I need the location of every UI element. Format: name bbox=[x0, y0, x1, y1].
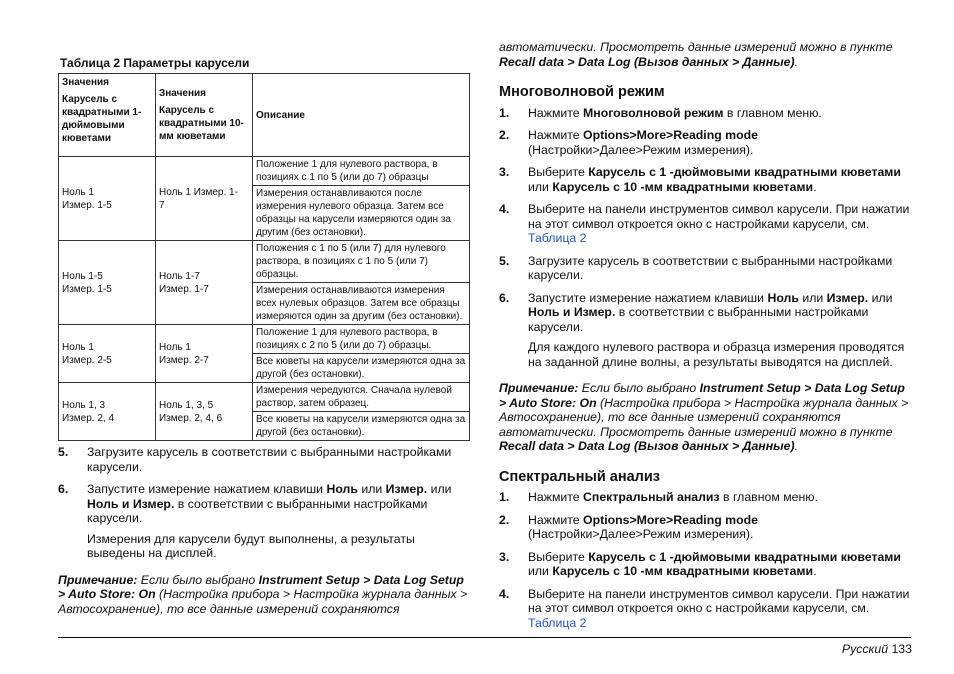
table-2-link[interactable]: Таблица 2 bbox=[528, 615, 587, 630]
desc-text: Положения с 1 по 5 (или 7) для нулевого раствора, в позициях с 1 по 5 (или 7) образцы. bbox=[256, 243, 446, 280]
cell-value: Ноль 1-5 bbox=[62, 270, 103, 282]
list-item bbox=[499, 513, 913, 542]
cell-value: Ноль 1 bbox=[62, 186, 94, 198]
cell-value: Измер. 1-5 bbox=[62, 199, 112, 211]
note: Примечание: Если было выбрано Instrument Setup > Data Log Setup > Auto Store: On (Настройка прибора > Настройка журнала данных > Автосохранение), то все данные измерений сохраняются автоматически. Просмотреть данные измерений можно в пункте Recall data > Data Log (Вызов данных > Данные). bbox=[499, 381, 909, 453]
list-item bbox=[499, 490, 913, 505]
step-number: 6. bbox=[499, 290, 510, 305]
step-text: Нажмите Спектральный анализ в главном меню. bbox=[528, 490, 818, 504]
table-cell bbox=[59, 383, 156, 441]
step-number: 5. bbox=[499, 253, 510, 268]
list-item bbox=[499, 254, 913, 283]
table-desc-cell bbox=[253, 157, 470, 241]
cell-value: Измер. 2, 4 bbox=[62, 412, 115, 424]
desc-text: Измерения останавливаются измерения всех нулевых образцов. Затем все образцы измеряются один за другим (без остановки). bbox=[253, 282, 469, 324]
step-text: Нажмите Многоволновой режим в главном меню. bbox=[528, 105, 822, 120]
cell-value: Измер. 2-7 bbox=[159, 354, 209, 366]
table-row bbox=[59, 383, 470, 441]
desc-text: Все кюветы на карусели измеряются одна за другой (без остановки). bbox=[253, 353, 469, 382]
list-item bbox=[58, 482, 472, 526]
table-desc-cell bbox=[253, 325, 470, 383]
section-heading-spectral: Спектральный анализ bbox=[499, 468, 661, 485]
table-cell bbox=[59, 241, 156, 325]
cell-value: Ноль 1, 3 bbox=[62, 399, 106, 411]
cell-value: Измер. 1-5 bbox=[62, 283, 112, 295]
desc-text: Измерения чередуются. Сначала нулевой раствор, затем образец. bbox=[256, 385, 452, 409]
right-column bbox=[499, 40, 913, 638]
left-steps bbox=[58, 445, 472, 616]
step-number: 2. bbox=[499, 128, 510, 142]
page-footer bbox=[842, 642, 912, 656]
desc-text: Измерения останавливаются после измерения нулевого образца. Затем все образцы на карусели измеряются один за другим (без остановки). bbox=[253, 185, 469, 240]
step-number: 2. bbox=[499, 512, 510, 527]
footer-divider bbox=[58, 637, 911, 638]
header-col1 bbox=[59, 74, 156, 157]
step-number: 6. bbox=[58, 482, 69, 496]
header-col2 bbox=[156, 74, 253, 157]
table-row bbox=[59, 157, 470, 241]
step-number: 3. bbox=[499, 549, 510, 564]
list-item bbox=[499, 106, 913, 121]
desc-text: Положение 1 для нулевого раствора, в позициях с 2 по 5 (или до 7) образцы. bbox=[256, 327, 438, 351]
step-number: 3. bbox=[499, 165, 510, 179]
table-cell bbox=[156, 383, 253, 441]
step-text: Запустите измерение нажатием клавиши Ноль или Измер. или Ноль и Измер. в соответствии с выбранными настройками карусели. bbox=[528, 290, 893, 334]
cell-value: 7 bbox=[159, 199, 165, 211]
list-item bbox=[499, 202, 913, 246]
cell-value: Измер. 2-5 bbox=[62, 354, 112, 366]
step-text: Нажмите Options>More>Reading mode (Настройки>Далее>Режим измерения). bbox=[528, 128, 758, 157]
table-cell bbox=[156, 241, 253, 325]
table-cell bbox=[59, 325, 156, 383]
footer-language: Русский bbox=[841, 642, 889, 656]
step-number: 1. bbox=[499, 105, 510, 120]
table-2-link[interactable]: Таблица 2 bbox=[528, 231, 587, 245]
note-continuation: автоматически. Просмотреть данные измерений можно в пункте Recall data > Data Log (Вызов данных > Данные). bbox=[499, 40, 893, 69]
table-row bbox=[59, 325, 470, 383]
list-item bbox=[499, 128, 913, 157]
table-cell bbox=[156, 325, 253, 383]
table-cell bbox=[156, 157, 253, 241]
carousel-params-table bbox=[58, 73, 470, 441]
step-subtext: Для каждого нулевого раствора и образца измерения проводятся на заданной длине волны, а результаты выводятся на дисплей. bbox=[528, 340, 905, 369]
step-text: Загрузите карусель в соответствии с выбранными настройками карусели. bbox=[87, 445, 452, 474]
cell-value: Ноль 1 Измер. 1- bbox=[159, 186, 238, 198]
step-number: 1. bbox=[499, 490, 510, 504]
step-text: Выберите Карусель с 1 -дюймовыми квадратными кюветами или Карусель с 10 -мм квадратными кюветами. bbox=[528, 549, 901, 578]
section-heading-multiwave: Многоволновой режим bbox=[499, 84, 665, 100]
table-desc-cell bbox=[253, 383, 470, 441]
cell-value: Ноль 1 bbox=[159, 341, 191, 353]
list-item bbox=[499, 587, 913, 631]
step-text: Выберите Карусель с 1 -дюймовыми квадратными кюветами или Карусель с 10 -мм квадратными кюветами. bbox=[528, 165, 901, 194]
header-col2-bottom: Карусель с квадратными 10-мм кюветами bbox=[159, 105, 244, 142]
list-item bbox=[499, 550, 913, 579]
cell-value: Ноль 1 bbox=[62, 341, 94, 353]
step-text: Выберите на панели инструментов символ карусели. При нажатии на этот символ откроется окно с настройками карусели, см. Таблица 2 bbox=[528, 586, 910, 630]
cell-value: Измер. 1-7 bbox=[159, 283, 209, 295]
cell-value: Измер. 2, 4, 6 bbox=[159, 412, 223, 424]
page-number: 133 bbox=[891, 642, 912, 656]
table-header-row bbox=[59, 74, 470, 157]
note: Примечание: Если было выбрано Instrument Setup > Data Log Setup > Auto Store: On (Настройка прибора > Настройка журнала данных > Автосохранение), то все данные измерений сохраняются bbox=[58, 572, 468, 616]
table-row bbox=[59, 241, 470, 325]
table-cell bbox=[59, 157, 156, 241]
desc-text: Положение 1 для нулевого раствора, в позициях с 1 по 5 (или до 7) образцы bbox=[256, 159, 438, 183]
step-number: 4. bbox=[499, 202, 510, 216]
step-text: Нажмите Options>More>Reading mode (Настройки>Далее>Режим измерения). bbox=[528, 512, 758, 541]
step-text: Выберите на панели инструментов символ карусели. При нажатии на этот символ откроется окно с настройками карусели, см. Таблица 2 bbox=[528, 202, 910, 245]
header-col1-bottom: Карусель с квадратными 1-дюймовыми кюветами bbox=[62, 94, 142, 144]
header-col2-top: Значения bbox=[159, 88, 207, 99]
table-desc-cell bbox=[253, 241, 470, 325]
list-item bbox=[499, 165, 913, 194]
list-item bbox=[58, 445, 472, 474]
step-number: 4. bbox=[499, 586, 510, 601]
cell-value: Ноль 1, 3, 5 bbox=[159, 399, 214, 411]
step-number: 5. bbox=[58, 445, 69, 459]
table-caption: Таблица 2 Параметры карусели bbox=[60, 56, 250, 70]
list-item bbox=[499, 291, 913, 335]
step-text: Загрузите карусель в соответствии с выбранными настройками карусели. bbox=[528, 253, 893, 282]
left-column bbox=[58, 56, 472, 616]
header-col1-top: Значения bbox=[62, 77, 110, 88]
header-col3: Описание bbox=[253, 74, 470, 157]
cell-value: Ноль 1-7 bbox=[159, 270, 200, 282]
step-text: Запустите измерение нажатием клавиши Ноль или Измер. или Ноль и Измер. в соответствии с выбранными настройками карусели. bbox=[87, 482, 452, 525]
desc-text: Все кюветы на карусели измеряются одна за другой (без остановки). bbox=[253, 411, 469, 440]
step-subtext: Измерения для карусели будут выполнены, а результаты выведены на дисплей. bbox=[87, 531, 415, 560]
